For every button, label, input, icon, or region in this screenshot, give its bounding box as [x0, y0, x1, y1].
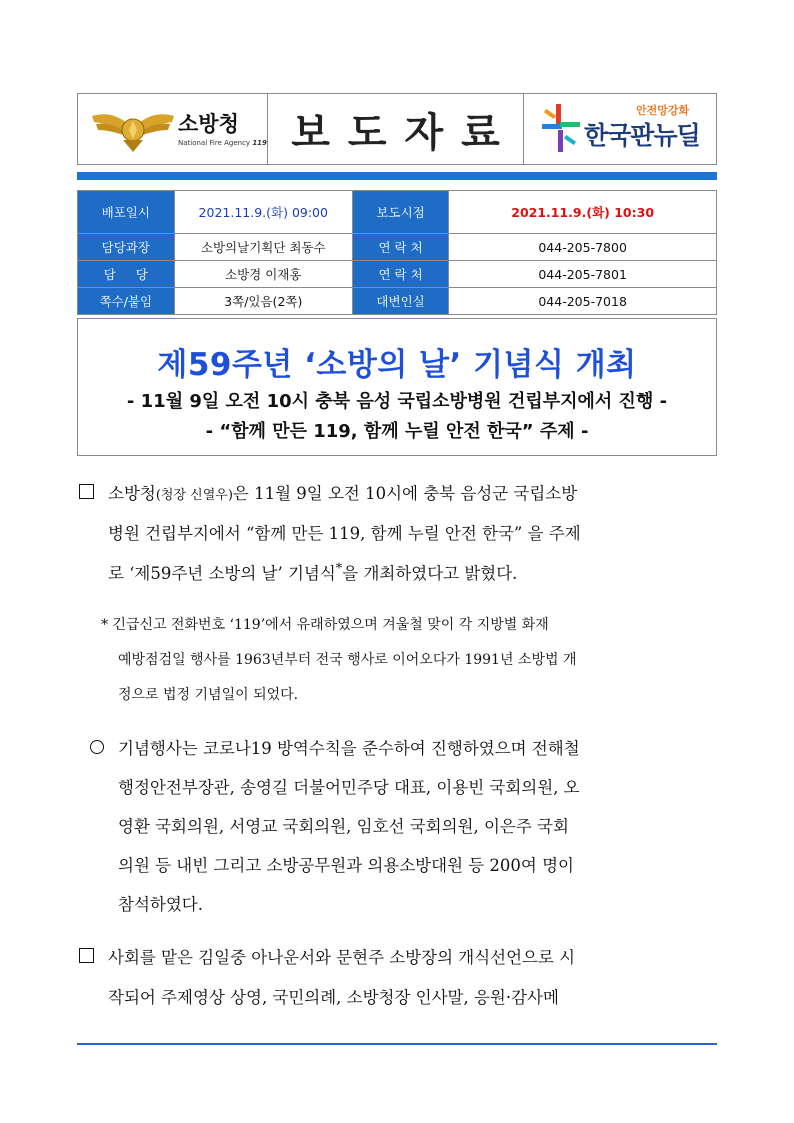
footnote-line-2: 예방점검일 행사를 1963년부터 전국 행사로 이어오다가 1991년 소방법 개	[118, 652, 577, 668]
paragraph-2-line-5: 참석하였다.	[118, 895, 203, 914]
distribute-label: 배포일시	[78, 191, 175, 234]
paragraph-2-line-3: 영환 국회의원, 서영교 국회의원, 임호선 국회의원, 이은주 국회	[118, 817, 569, 836]
p1-subject: 소방청	[108, 484, 156, 503]
eagle-emblem-icon	[90, 106, 176, 154]
agency-name: 소방청	[178, 112, 239, 136]
report-label: 보도시점	[352, 191, 448, 234]
table-row	[78, 261, 717, 288]
spokesperson-label: 대변인실	[352, 288, 448, 315]
press-header	[77, 93, 717, 165]
report-value: 2021.11.9.(화) 10:30	[449, 191, 717, 234]
release-info-table	[77, 190, 717, 315]
p1-l3-rest: 을 개최하였다고 밝혔다.	[342, 564, 518, 583]
paragraph-1-line-2: 병원 건립부지에서 “함께 만든 119, 함께 누릴 안전 한국” 을 주제	[108, 524, 581, 543]
p1-subject-note: (청장 신열우)	[155, 488, 233, 503]
dept-value: 소방의날기획단 최동수	[174, 234, 352, 261]
square-bullet-icon	[79, 948, 94, 963]
contact-label: 연 락 처	[352, 234, 448, 261]
p1-rest: 은 11월 9일 오전 10시에 충북 음성군 국립소방	[232, 484, 578, 503]
footnote-mark: *	[335, 561, 343, 577]
headline-subtitle-2: - “함께 만든 119, 함께 누릴 안전 한국” 주제 -	[205, 421, 589, 442]
headline-title: 제59주년 ‘소방의 날’ 기념식 개최	[157, 347, 637, 383]
circle-bullet-icon	[90, 740, 104, 754]
table-row	[78, 191, 717, 234]
agency-en-text: National Fire Agency	[178, 139, 251, 147]
contact-value-1: 044-205-7800	[449, 234, 717, 261]
contact-value-2: 044-205-7801	[449, 261, 717, 288]
campaign-subtitle: 안전망강화	[636, 104, 690, 117]
agency-logo-block	[78, 94, 268, 164]
paragraph-3-line-1: 사회를 맡은 김일중 아나운서와 문현주 소방장의 개식선언으로 시	[108, 948, 576, 967]
paragraph-1-line-3	[108, 560, 517, 584]
pages-label: 쪽수/붙임	[78, 288, 175, 315]
paragraph-1-line-1	[108, 480, 577, 504]
paragraph-2-line-2: 행정안전부장관, 송영길 더불어민주당 대표, 이용빈 국회의원, 오	[118, 778, 580, 797]
p1-l3-text: 로 ‘제59주년 소방의 날’ 기념식	[108, 564, 336, 583]
person-label: 담 당	[78, 261, 175, 288]
contact-label-2: 연 락 처	[352, 261, 448, 288]
campaign-logo-block	[524, 94, 718, 164]
pages-value: 3쪽/있음(2쪽)	[174, 288, 352, 315]
distribute-value: 2021.11.9.(화) 09:00	[174, 191, 352, 234]
square-bullet-icon	[79, 484, 94, 499]
paragraph-2-line-4: 의원 등 내빈 그리고 소방공무원과 의용소방대원 등 200여 명이	[118, 856, 574, 875]
agency-en-number: 119	[252, 139, 267, 147]
doc-type-block	[268, 94, 524, 164]
campaign-title: 한국판뉴딜	[584, 121, 700, 150]
new-deal-logo-icon	[538, 102, 582, 156]
footnote-line-3: 정으로 법정 기념일이 되었다.	[118, 687, 299, 703]
header-divider-bar	[77, 172, 717, 180]
contact-value-3: 044-205-7018	[449, 288, 717, 315]
agency-english-name	[178, 139, 267, 147]
paragraph-2-line-1: 기념행사는 코로나19 방역수칙을 준수하여 진행하였으며 전해철	[118, 739, 580, 758]
headline-box	[77, 318, 717, 456]
headline-subtitle-1: - 11월 9일 오전 10시 충북 음성 국립소방병원 건립부지에서 진행 -	[126, 391, 668, 412]
dept-label: 담당과장	[78, 234, 175, 261]
footer-line	[77, 1043, 717, 1045]
person-value: 소방경 이재홍	[174, 261, 352, 288]
doc-type-title: 보도자료	[291, 109, 518, 156]
table-row	[78, 288, 717, 315]
table-row	[78, 234, 717, 261]
paragraph-3-line-2: 작되어 주제영상 상영, 국민의례, 소방청장 인사말, 응원·감사메	[108, 988, 559, 1007]
footnote-line-1: * 긴급신고 전화번호 ‘119’에서 유래하였으며 겨울철 맞이 각 지방별 화재	[101, 617, 549, 633]
